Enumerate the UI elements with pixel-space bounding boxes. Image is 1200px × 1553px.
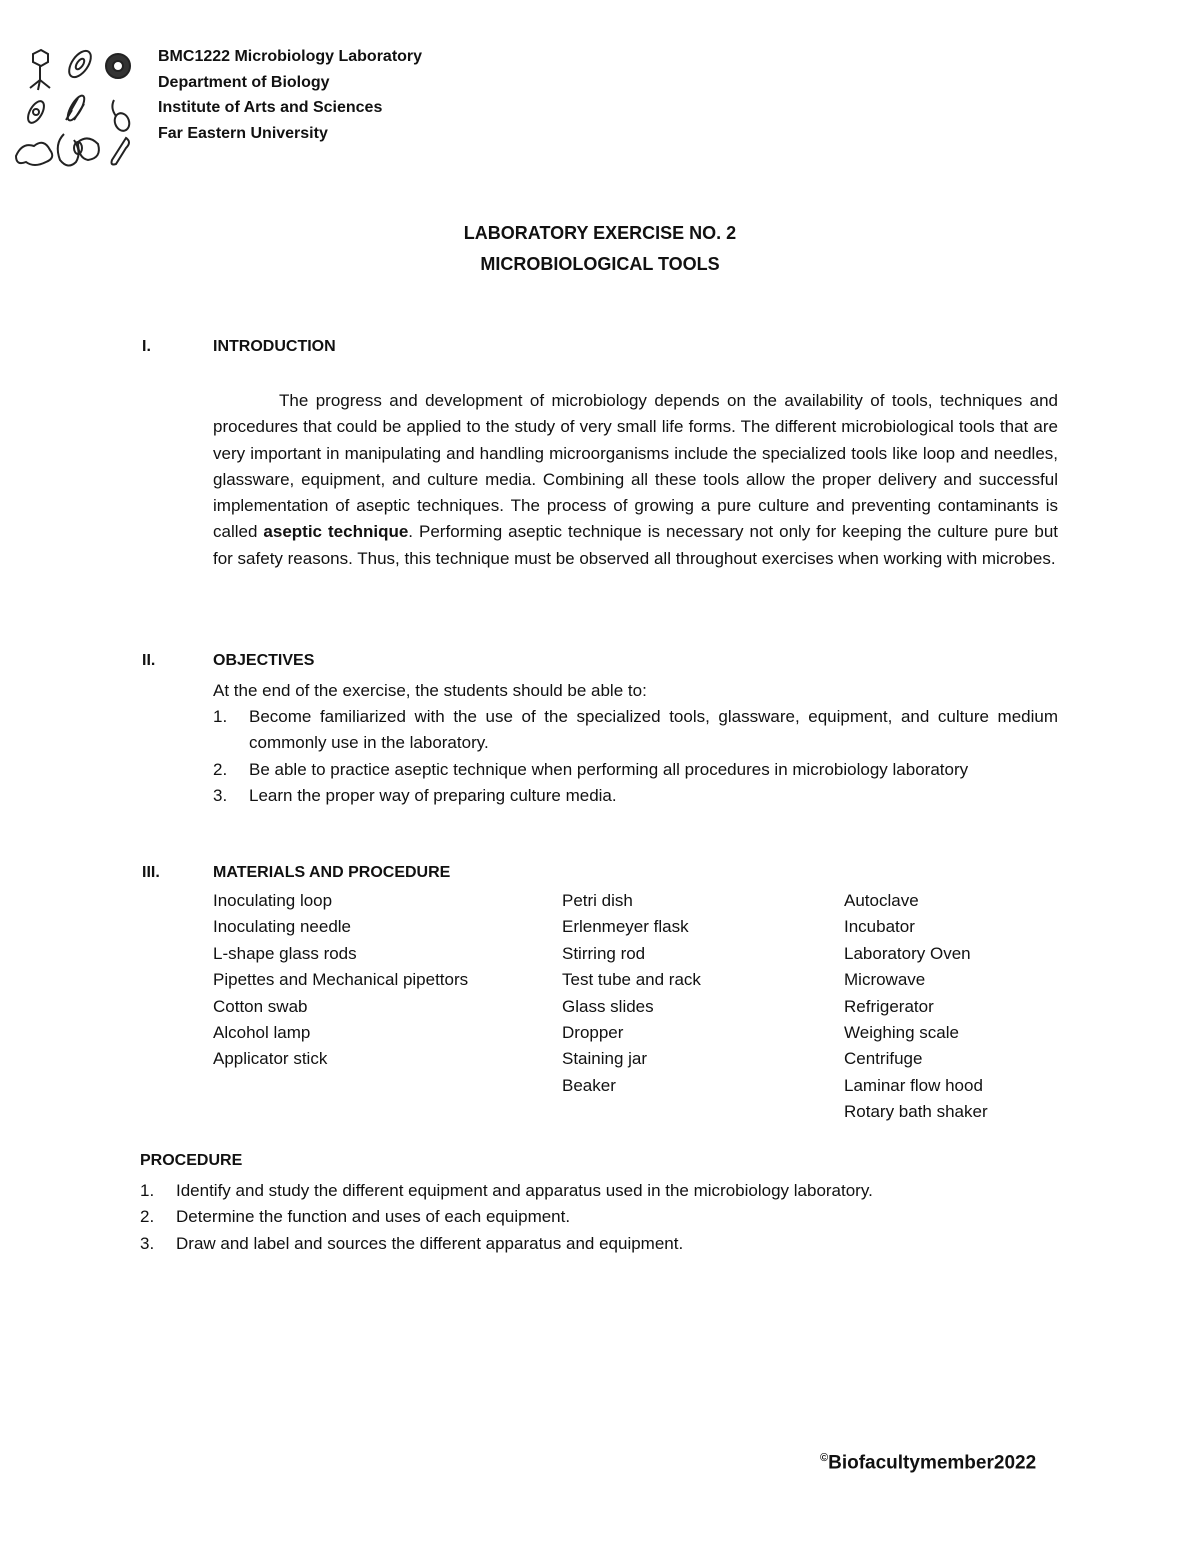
list-item (213, 757, 1058, 783)
material-item: Pipettes and Mechanical pipettors (213, 970, 469, 990)
section-heading-materials: MATERIALS AND PROCEDURE (213, 864, 451, 881)
university-name: Far Eastern University (158, 124, 328, 142)
exercise-number: LABORATORY EXERCISE NO. 2 (463, 223, 737, 243)
institution-header (158, 44, 422, 146)
department-name: Department of Biology (158, 73, 330, 91)
material-item: Erlenmeyer flask (562, 917, 689, 937)
material-item: Inoculating needle (213, 917, 352, 937)
list-number: 3. (213, 785, 228, 805)
list-item (213, 783, 1058, 809)
procedure-heading: PROCEDURE (140, 1152, 243, 1169)
intro-text-part1: The progress and development of microbiology depends on the availability of tools, techniques and procedures that could be applied to the study of very small life forms. The different microbiological tools that are very important in manipulating and handling microorganisms include the specialized tools like loop and needles, glassware, equipment, and culture media. Combining all these tools allow the proper delivery and successful implementation of aseptic techniques. The process of growing a pure culture and preventing contaminants is called (213, 391, 1058, 542)
objectives-list (213, 704, 1058, 809)
material-item: Incubator (844, 917, 915, 937)
list-number: 2. (140, 1207, 155, 1227)
list-number: 2. (213, 759, 228, 779)
material-item: L-shape glass rods (213, 943, 357, 963)
list-text: Be able to practice aseptic technique when performing all procedures in microbiology laboratory (249, 759, 969, 779)
list-item (140, 1178, 1060, 1204)
material-item: Laboratory Oven (844, 943, 971, 963)
list-text: Learn the proper way of preparing culture media. (249, 785, 617, 805)
list-text: Identify and study the different equipment and apparatus used in the microbiology laboratory. (176, 1181, 873, 1200)
material-item: Glass slides (562, 996, 654, 1016)
material-item: Alcohol lamp (213, 1022, 311, 1042)
material-item: Weighing scale (844, 1022, 959, 1042)
microbe-logo-icon (8, 42, 138, 174)
list-item (213, 704, 1058, 757)
material-item: Refrigerator (844, 996, 934, 1016)
list-text: Draw and label and sources the different apparatus and equipment. (176, 1233, 684, 1253)
list-item (140, 1204, 1060, 1230)
institute-name: Institute of Arts and Sciences (158, 99, 383, 116)
course-title: BMC1222 Microbiology Laboratory (158, 48, 423, 65)
material-item: Test tube and rack (562, 970, 701, 990)
list-text: Determine the function and uses of each equipment. (176, 1207, 571, 1227)
objectives-lead: At the end of the exercise, the students should be able to: (213, 681, 647, 700)
section-number-materials: III. (142, 864, 160, 881)
section-number-introduction: I. (142, 338, 151, 355)
list-number: 1. (213, 707, 228, 726)
copyright-symbol: © (820, 1452, 829, 1464)
intro-text-part2: . Performing aseptic technique is necessary not only for keeping the culture pure but for safety reasons. Thus, this technique must be observed all throughout exercises when working with microbes. (213, 522, 1058, 568)
section-number-objectives: II. (142, 652, 156, 669)
section-heading-objectives: OBJECTIVES (213, 652, 315, 669)
list-text: Become familiarized with the use of the specialized tools, glassware, equipment, and culture medium commonly use in the laboratory. (249, 707, 1058, 753)
intro-bold-term: aseptic technique (263, 522, 409, 542)
material-item: Microwave (844, 970, 926, 990)
list-number: 1. (140, 1181, 155, 1200)
material-item: Rotary bath shaker (844, 1102, 988, 1122)
material-item: Cotton swab (213, 996, 308, 1016)
material-item: Inoculating loop (213, 891, 333, 910)
procedure-list (140, 1178, 1060, 1257)
material-item: Stirring rod (562, 943, 646, 963)
material-item: Dropper (562, 1022, 624, 1042)
document-title (0, 218, 1200, 280)
material-item: Petri dish (562, 891, 633, 910)
list-item (140, 1231, 1060, 1257)
material-item: Applicator stick (213, 1049, 328, 1069)
material-item: Laminar flow hood (844, 1075, 983, 1095)
copyright-footer (820, 1452, 1036, 1474)
materials-tools-column (213, 888, 468, 1073)
exercise-title: MICROBIOLOGICAL TOOLS (480, 254, 720, 274)
copyright-text: Biofacultymember2022 (828, 1452, 1037, 1474)
materials-glassware-column (562, 888, 701, 1099)
material-item: Beaker (562, 1075, 616, 1095)
section-heading-introduction: INTRODUCTION (213, 338, 336, 355)
materials-equipment-column (844, 888, 988, 1126)
material-item: Staining jar (562, 1049, 648, 1069)
material-item: Autoclave (844, 891, 919, 910)
material-item: Centrifuge (844, 1049, 923, 1069)
introduction-paragraph (213, 388, 1058, 572)
list-number: 3. (140, 1233, 155, 1253)
